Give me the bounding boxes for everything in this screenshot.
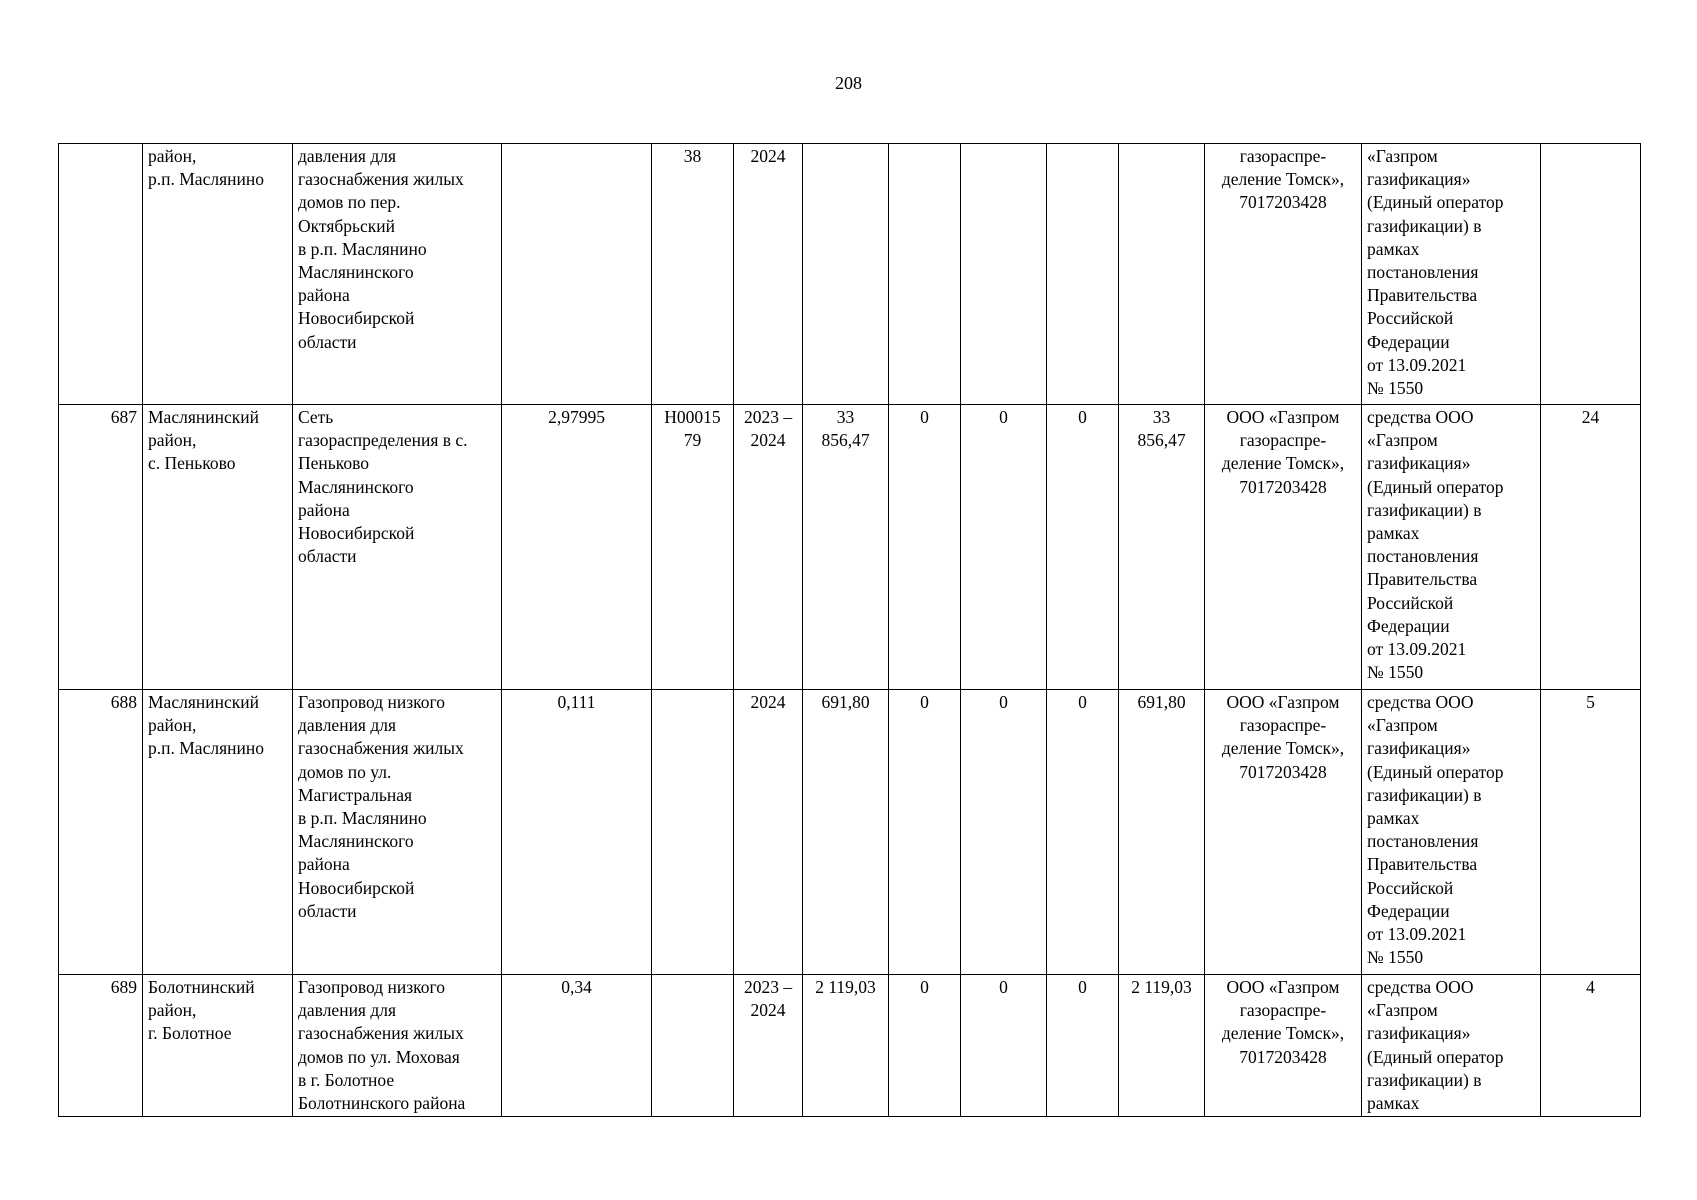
cell-object-line: домов по пер. — [298, 192, 401, 213]
table-row — [59, 975, 1641, 1117]
cell-funding-line: средства ООО — [1367, 977, 1474, 997]
cell-funding — [1362, 690, 1541, 975]
cell-code-line: 79 — [683, 430, 702, 451]
cell-length — [502, 144, 652, 405]
cell-funding-line: газификации) в — [1367, 499, 1482, 520]
table-row — [59, 690, 1641, 975]
cell-object-line: домов по ул. — [298, 761, 392, 782]
cell-period — [734, 690, 803, 975]
cell-operator-line: деление Томск», — [1221, 738, 1345, 759]
cell-object-line: в р.п. Маслянино — [298, 808, 427, 829]
cell-object-line: района — [298, 854, 350, 875]
cell-funding-line: (Единый оператор — [1367, 192, 1504, 213]
cell-period — [734, 975, 803, 1117]
cell-value-2 — [961, 144, 1047, 405]
cell-operator — [1205, 975, 1362, 1117]
cell-funding-line: Федерации — [1367, 900, 1450, 921]
cell-funding-line: от 13.09.2021 — [1367, 354, 1467, 375]
cell-operator — [1205, 405, 1362, 690]
cell-operator-line: ООО «Газпром — [1226, 407, 1340, 427]
cell-operator-line: деление Томск», — [1221, 453, 1345, 474]
cell-funding-line: Правительства — [1367, 854, 1478, 875]
cell-value-3: 0 — [1047, 405, 1119, 690]
cell-value-4 — [1119, 144, 1205, 405]
cell-location — [143, 975, 293, 1117]
cell-code-line: Н00015 — [664, 407, 721, 427]
cell-object — [293, 690, 502, 975]
cell-object-line: Маслянинского — [298, 476, 414, 497]
cell-operator-line: деление Томск», — [1221, 1023, 1345, 1044]
cell-funding-line: рамках — [1367, 238, 1420, 259]
cell-value-4-line: 33 — [1152, 407, 1171, 427]
cell-funding-line: Российской — [1367, 877, 1454, 898]
cell-total-line: 2 119,03 — [815, 977, 876, 997]
cell-location-line: Болотнинский — [148, 977, 255, 997]
cell-value-1: 0 — [889, 405, 961, 690]
cell-operator-line: ООО «Газпром — [1226, 977, 1340, 997]
cell-value-2: 0 — [961, 690, 1047, 975]
cell-object-line: Октябрьский — [298, 215, 396, 236]
cell-funding-line: № 1550 — [1367, 947, 1424, 968]
cell-funding-line: газификации) в — [1367, 784, 1482, 805]
cell-funding-line: газификации) в — [1367, 215, 1482, 236]
cell-total — [803, 144, 889, 405]
cell-object-line: Болотнинского района — [298, 1093, 466, 1114]
cell-funding-line: (Единый оператор — [1367, 761, 1504, 782]
cell-object-line: газоснабжения жилых — [298, 738, 464, 759]
cell-funding-line: Федерации — [1367, 331, 1450, 352]
cell-operator-line: 7017203428 — [1239, 1046, 1327, 1067]
cell-code-line: 38 — [683, 146, 702, 166]
cell-operator-line: газораспре- — [1239, 715, 1327, 736]
cell-length: 0,111 — [502, 690, 652, 975]
cell-object-line: давления для — [298, 146, 397, 166]
cell-funding-line: (Единый оператор — [1367, 476, 1504, 497]
cell-location — [143, 690, 293, 975]
cell-object-line: Газопровод низкого — [298, 692, 446, 712]
cell-object-line: Новосибирской — [298, 308, 415, 329]
cell-funding-line: газификация» — [1367, 738, 1471, 759]
cell-funding-line: Федерации — [1367, 615, 1450, 636]
cell-total-line: 856,47 — [821, 430, 870, 451]
cell-code — [652, 405, 734, 690]
cell-location-line: р.п. Маслянино — [148, 738, 264, 759]
cell-object-line: Маслянинского — [298, 831, 414, 852]
cell-funding-line: газификации) в — [1367, 1069, 1482, 1090]
cell-number — [59, 144, 143, 405]
cell-location — [143, 144, 293, 405]
cell-location-line: район, — [148, 1000, 197, 1021]
cell-object-line: Сеть — [298, 407, 334, 427]
cell-location-line: с. Пеньково — [148, 453, 236, 474]
cell-funding-line: постановления — [1367, 831, 1479, 852]
cell-period — [734, 144, 803, 405]
cell-funding-line: от 13.09.2021 — [1367, 639, 1467, 660]
cell-funding-line: постановления — [1367, 546, 1479, 567]
cell-funding — [1362, 975, 1541, 1117]
cell-object-line: Газопровод низкого — [298, 977, 446, 997]
cell-object-line: Маслянинского — [298, 262, 414, 283]
cell-funding-line: средства ООО — [1367, 692, 1474, 712]
cell-object-line: области — [298, 900, 357, 921]
cell-number: 688 — [59, 690, 143, 975]
cell-total-line: 691,80 — [821, 692, 870, 712]
cell-funding-line: Правительства — [1367, 569, 1478, 590]
cell-funding-line: № 1550 — [1367, 662, 1424, 683]
table-row — [59, 144, 1641, 405]
cell-object-line: газораспределения в с. — [298, 430, 468, 451]
cell-object-line: области — [298, 331, 357, 352]
cell-funding-line: (Единый оператор — [1367, 1046, 1504, 1067]
cell-last — [1541, 144, 1641, 405]
page-number: 208 — [835, 73, 862, 93]
cell-object-line: газоснабжения жилых — [298, 169, 464, 190]
cell-code — [652, 144, 734, 405]
cell-object-line: газоснабжения жилых — [298, 1023, 464, 1044]
cell-period — [734, 405, 803, 690]
cell-funding-line: Правительства — [1367, 285, 1478, 306]
cell-operator-line: 7017203428 — [1239, 761, 1327, 782]
cell-operator-line: 7017203428 — [1239, 192, 1327, 213]
cell-funding-line: рамках — [1367, 808, 1420, 829]
cell-period-line: 2023 – — [743, 977, 793, 997]
cell-number: 687 — [59, 405, 143, 690]
cell-last: 24 — [1541, 405, 1641, 690]
cell-funding-line: газификация» — [1367, 169, 1471, 190]
cell-value-3: 0 — [1047, 690, 1119, 975]
cell-funding-line: средства ООО — [1367, 407, 1474, 427]
cell-funding-line: «Газпром — [1367, 1000, 1438, 1021]
cell-funding-line: «Газпром — [1367, 715, 1438, 736]
cell-operator — [1205, 690, 1362, 975]
cell-location-line: Маслянинский — [148, 407, 259, 427]
table-row — [59, 405, 1641, 690]
cell-period-line: 2024 — [750, 1000, 786, 1021]
cell-funding — [1362, 405, 1541, 690]
cell-funding-line: Российской — [1367, 592, 1454, 613]
cell-value-4 — [1119, 690, 1205, 975]
cell-operator-line: деление Томск», — [1221, 169, 1345, 190]
cell-value-1 — [889, 144, 961, 405]
cell-location-line: район, — [148, 715, 197, 736]
cell-last: 4 — [1541, 975, 1641, 1117]
cell-total — [803, 405, 889, 690]
cell-object-line: Магистральная — [298, 784, 413, 805]
cell-value-2: 0 — [961, 405, 1047, 690]
cell-value-2: 0 — [961, 975, 1047, 1117]
cell-object-line: области — [298, 546, 357, 567]
cell-operator-line: газораспре- — [1239, 146, 1327, 166]
cell-location-line: район, — [148, 430, 197, 451]
cell-value-3 — [1047, 144, 1119, 405]
cell-funding-line: рамках — [1367, 1093, 1420, 1114]
cell-total — [803, 690, 889, 975]
cell-funding-line: от 13.09.2021 — [1367, 924, 1467, 945]
cell-funding — [1362, 144, 1541, 405]
cell-location-line: р.п. Маслянино — [148, 169, 264, 190]
cell-funding-line: «Газпром — [1367, 146, 1438, 166]
cell-object-line: Пеньково — [298, 453, 370, 474]
cell-object-line: домов по ул. Моховая — [298, 1046, 460, 1067]
cell-operator-line: газораспре- — [1239, 430, 1327, 451]
cell-period-line: 2024 — [750, 146, 786, 166]
cell-value-4-line: 2 119,03 — [1131, 977, 1192, 997]
cell-object — [293, 975, 502, 1117]
cell-operator-line: 7017203428 — [1239, 476, 1327, 497]
cell-location-line: г. Болотное — [148, 1023, 232, 1044]
cell-operator-line: ООО «Газпром — [1226, 692, 1340, 712]
cell-object-line: Новосибирской — [298, 523, 415, 544]
cell-value-1: 0 — [889, 690, 961, 975]
cell-length: 2,97995 — [502, 405, 652, 690]
cell-object-line: давления для — [298, 715, 397, 736]
data-table — [58, 143, 1641, 1117]
cell-funding-line: газификация» — [1367, 1023, 1471, 1044]
cell-value-4 — [1119, 405, 1205, 690]
cell-value-1: 0 — [889, 975, 961, 1117]
cell-object-line: в г. Болотное — [298, 1069, 395, 1090]
cell-funding-line: № 1550 — [1367, 378, 1424, 399]
cell-funding-line: Российской — [1367, 308, 1454, 329]
cell-object-line: давления для — [298, 1000, 397, 1021]
cell-funding-line: рамках — [1367, 523, 1420, 544]
cell-period-line: 2023 – — [743, 407, 793, 427]
cell-value-4-line: 691,80 — [1137, 692, 1186, 712]
cell-code — [652, 690, 734, 975]
cell-operator-line: газораспре- — [1239, 1000, 1327, 1021]
cell-period-line: 2024 — [750, 430, 786, 451]
cell-object — [293, 405, 502, 690]
cell-length: 0,34 — [502, 975, 652, 1117]
cell-funding-line: газификация» — [1367, 453, 1471, 474]
cell-value-4 — [1119, 975, 1205, 1117]
cell-number: 689 — [59, 975, 143, 1117]
cell-period-line: 2024 — [750, 692, 786, 712]
cell-object-line: района — [298, 285, 350, 306]
cell-location-line: район, — [148, 146, 197, 166]
cell-total — [803, 975, 889, 1117]
cell-value-4-line: 856,47 — [1137, 430, 1186, 451]
cell-object — [293, 144, 502, 405]
cell-location-line: Маслянинский — [148, 692, 259, 712]
cell-funding-line: «Газпром — [1367, 430, 1438, 451]
cell-code — [652, 975, 734, 1117]
cell-operator — [1205, 144, 1362, 405]
cell-object-line: района — [298, 499, 350, 520]
cell-total-line: 33 — [836, 407, 855, 427]
cell-object-line: Новосибирской — [298, 877, 415, 898]
cell-location — [143, 405, 293, 690]
cell-value-3: 0 — [1047, 975, 1119, 1117]
cell-last: 5 — [1541, 690, 1641, 975]
cell-funding-line: постановления — [1367, 262, 1479, 283]
cell-object-line: в р.п. Маслянино — [298, 238, 427, 259]
